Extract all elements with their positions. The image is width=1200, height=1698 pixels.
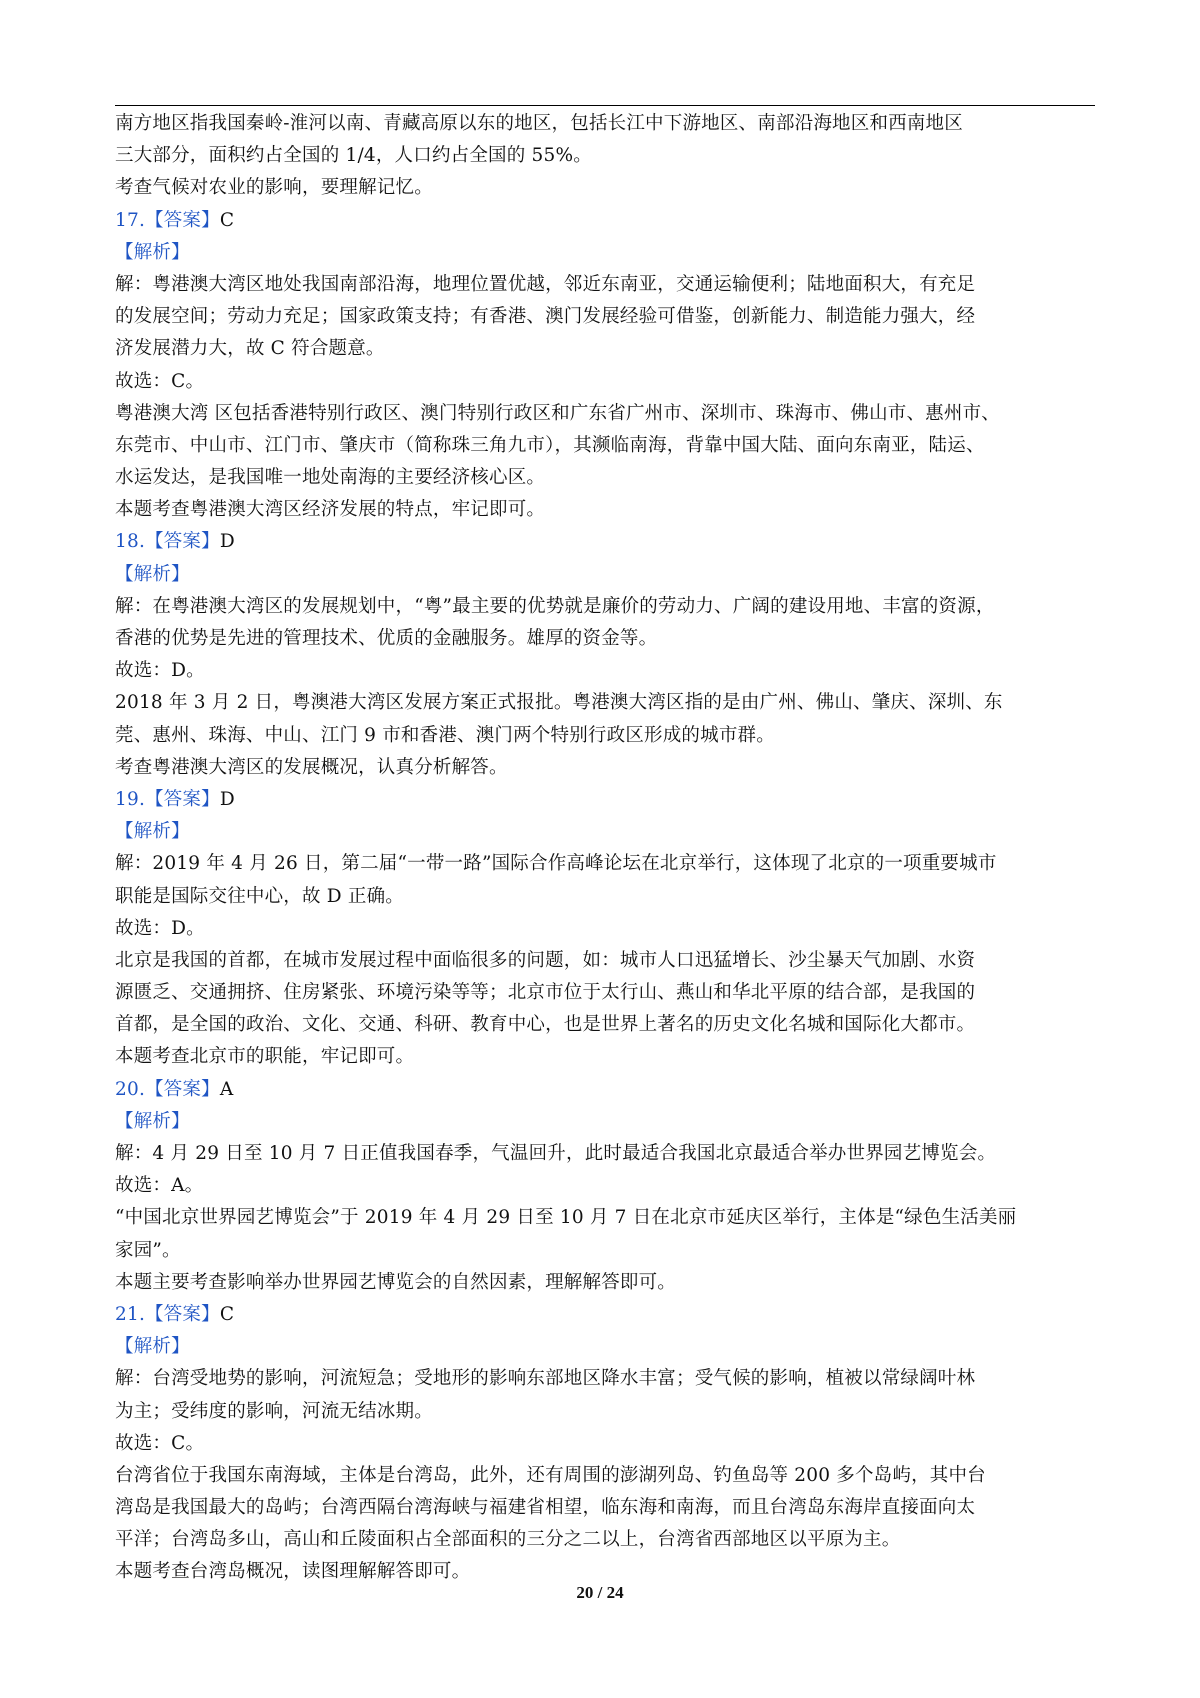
text-line: 本题主要考查影响举办世界园艺博览会的自然因素，理解解答即可。	[115, 1271, 677, 1293]
text-line: 为主；受纬度的影响，河流无结冰期。	[115, 1400, 433, 1422]
text-line: 解：粤港澳大湾区地处我国南部沿海，地理位置优越，邻近东南亚，交通运输便利；陆地面积大，有充足	[115, 273, 976, 295]
text-line: 的发展空间；劳动力充足；国家政策支持；有香港、澳门发展经验可借鉴，创新能力、制造能力强大，经	[115, 306, 976, 328]
text-line: 莞、惠州、珠海、中山、江门 9 市和香港、澳门两个特别行政区形成的城市群。	[115, 724, 775, 746]
answer-label: 17.【答案】	[115, 209, 220, 231]
answer-line	[115, 1299, 1100, 1331]
answer-label: 18.【答案】	[115, 531, 220, 553]
analysis-label: 【解析】	[115, 821, 190, 843]
text-line: 粤港澳大湾 区包括香港特别行政区、澳门特别行政区和广东省广州市、深圳市、珠海市、佛山市、惠州市、	[115, 402, 1000, 424]
analysis-label: 【解析】	[115, 241, 190, 263]
analysis-label: 【解析】	[115, 563, 190, 585]
analysis-heading	[115, 237, 1100, 269]
answer-label: 21.【答案】	[115, 1303, 220, 1325]
answer-label: 19.【答案】	[115, 788, 220, 810]
answer-line	[115, 1074, 1100, 1106]
text-line: 解：4 月 29 日至 10 月 7 日正值我国春季，气温回升，此时最适合我国北京最适合举办世界园艺博览会。	[115, 1143, 997, 1164]
text-line: 湾岛是我国最大的岛屿；台湾西隔台湾海峡与福建省相望，临东海和南海，而且台湾岛东海岸直接面向太	[115, 1497, 976, 1519]
text-line: 济发展潜力大，故 C 符合题意。	[115, 338, 385, 360]
header-rule	[115, 105, 1095, 106]
text-line: 本题考查北京市的职能，牢记即可。	[115, 1046, 415, 1068]
text-line: “中国北京世界园艺博览会”于 2019 年 4 月 29 日至 10 月 7 日在北京市延庆区举行，主体是“绿色生活美丽	[115, 1207, 1017, 1229]
answer-choice: D	[219, 788, 235, 810]
text-line: 解：台湾受地势的影响，河流短急；受地形的影响东部地区降水丰富；受气候的影响，植被以常绿阔叶林	[115, 1368, 976, 1390]
analysis-heading	[115, 1106, 1100, 1138]
text-line: 本题考查粤港澳大湾区经济发展的特点，牢记即可。	[115, 499, 546, 521]
text-line: 故选：C。	[115, 370, 205, 392]
analysis-heading	[115, 559, 1100, 591]
answer-choice: C	[219, 1303, 235, 1325]
answer-label: 20.【答案】	[115, 1078, 220, 1100]
text-line: 故选：C。	[115, 1432, 205, 1454]
analysis-heading	[115, 1331, 1100, 1363]
text-line: 职能是国际交往中心，故 D 正确。	[115, 885, 404, 907]
analysis-label: 【解析】	[115, 1110, 190, 1132]
analysis-heading	[115, 816, 1100, 848]
text-line: 台湾省位于我国东南海域，主体是台湾岛，此外，还有周围的澎湖列岛、钓鱼岛等 200 多个岛屿，其中台	[115, 1464, 986, 1486]
text-line: 本题考查台湾岛概况，读图理解解答即可。	[115, 1561, 471, 1583]
text-line: 考查气候对农业的影响，要理解记忆。	[115, 177, 433, 199]
text-line: 故选：D。	[115, 917, 205, 939]
text-line: 平洋；台湾岛多山，高山和丘陵面积占全部面积的三分之二以上，台湾省西部地区以平原为主。	[115, 1529, 901, 1551]
text-line: 解：2019 年 4 月 26 日，第二届“一带一路”国际合作高峰论坛在北京举行，这体现了北京的一项重要城市	[115, 853, 997, 875]
text-line: 首都，是全国的政治、文化、交通、科研、教育中心，也是世界上著名的历史文化名城和国际化大都市。	[115, 1014, 976, 1036]
page-number: 20 / 24	[576, 1583, 624, 1602]
answer-line	[115, 784, 1100, 816]
text-line: 家园”。	[115, 1239, 181, 1261]
analysis-label: 【解析】	[115, 1336, 190, 1358]
answer-line	[115, 526, 1100, 558]
answer-choice: A	[219, 1078, 234, 1100]
answer-line	[115, 205, 1100, 237]
text-line: 东莞市、中山市、江门市、肇庆市（简称珠三角九市），其濒临南海，背靠中国大陆、面向东南亚，陆运、	[115, 434, 985, 456]
text-line: 源匮乏、交通拥挤、住房紧张、环境污染等等；北京市位于太行山、燕山和华北平原的结合部，是我国的	[115, 982, 976, 1004]
text-line: 水运发达，是我国唯一地处南海的主要经济核心区。	[115, 467, 546, 489]
text-line: 解：在粤港澳大湾区的发展规划中，“粤”最主要的优势就是廉价的劳动力、广阔的建设用地、丰富的资源，	[115, 595, 995, 617]
text-line: 香港的优势是先进的管理技术、优质的金融服务。雄厚的资金等。	[115, 628, 658, 649]
text-line: 三大部分，面积约占全国的 1/4，人口约占全国的 55%。	[115, 145, 592, 167]
text-line: 北京是我国的首都，在城市发展过程中面临很多的问题，如：城市人口迅猛增长、沙尘暴天气加剧、水资	[115, 949, 976, 971]
answer-choice: D	[219, 531, 235, 553]
text-line: 故选：D。	[115, 660, 205, 682]
text-line: 南方地区指我国秦岭-淮河以南、青藏高原以东的地区，包括长江中下游地区、南部沿海地区和西南地区	[115, 113, 963, 134]
text-line: 故选：A。	[115, 1175, 204, 1197]
answer-choice: C	[219, 209, 235, 231]
document-body	[115, 108, 1100, 1589]
text-line: 2018 年 3 月 2 日，粤澳港大湾区发展方案正式报批。粤港澳大湾区指的是由广州、佛山、肇庆、深圳、东	[115, 692, 1003, 714]
text-line: 考查粤港澳大湾区的发展概况，认真分析解答。	[115, 756, 508, 778]
